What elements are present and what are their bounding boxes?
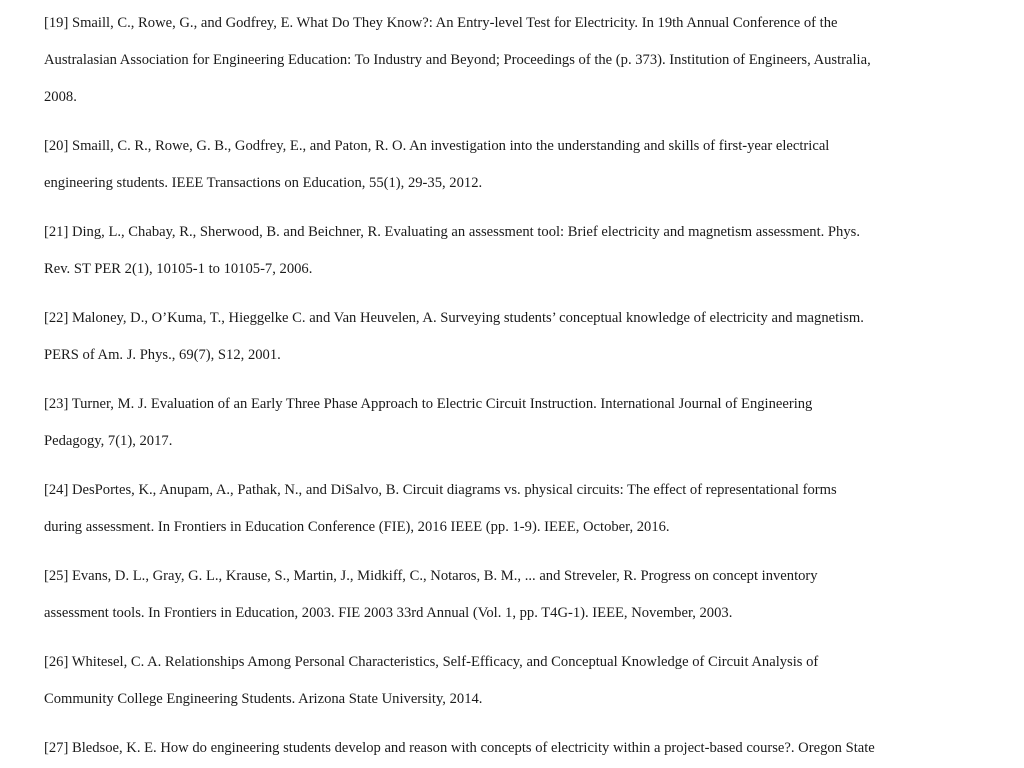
reference-19 — [44, 5, 974, 116]
reference-line: [21] Ding, L., Chabay, R., Sherwood, B. and Beichner, R. Evaluating an assessment tool: Brief electricity and magnetism assessment. Phys. — [44, 224, 860, 240]
reference-line: [24] DesPortes, K., Anupam, A., Pathak, N., and DiSalvo, B. Circuit diagrams vs. physical circuits: The effect of representational forms — [44, 482, 837, 498]
reference-line: [25] Evans, D. L., Gray, G. L., Krause, S., Martin, J., Midkiff, C., Notaros, B. M., ... and Streveler, R. Progress on concept inventory — [44, 568, 818, 584]
reference-line: [20] Smaill, C. R., Rowe, G. B., Godfrey, E., and Paton, R. O. An investigation into the understanding and skills of first-year electrical — [44, 138, 830, 154]
reference-line: Pedagogy, 7(1), 2017. — [44, 433, 173, 449]
reference-line: Community College Engineering Students. Arizona State University, 2014. — [44, 691, 483, 707]
reference-line: assessment tools. In Frontiers in Education, 2003. FIE 2003 33rd Annual (Vol. 1, pp. T4G-1). IEEE, November, 2003. — [44, 605, 733, 621]
reference-line: [19] Smaill, C., Rowe, G., and Godfrey, E. What Do They Know?: An Entry-level Test for Electricity. In 19th Annual Conference of the — [44, 15, 838, 31]
reference-line: engineering students. IEEE Transactions on Education, 55(1), 29-35, 2012. — [44, 175, 483, 191]
reference-line: during assessment. In Frontiers in Education Conference (FIE), 2016 IEEE (pp. 1-9). IEEE, October, 2016. — [44, 519, 670, 535]
reference-27 — [44, 730, 974, 767]
reference-22 — [44, 300, 974, 374]
reference-line: 2008. — [44, 89, 77, 105]
reference-line: [26] Whitesel, C. A. Relationships Among Personal Characteristics, Self-Efficacy, and Conceptual Knowledge of Circuit Analysis of — [44, 654, 819, 670]
reference-line: Rev. ST PER 2(1), 10105-1 to 10105-7, 2006. — [44, 261, 313, 277]
reference-line: [22] Maloney, D., O’Kuma, T., Hieggelke C. and Van Heuvelen, A. Surveying students’ conceptual knowledge of electricity and magnetism. — [44, 310, 864, 326]
reference-line: PERS of Am. J. Phys., 69(7), S12, 2001. — [44, 347, 281, 363]
reference-line: Australasian Association for Engineering Education: To Industry and Beyond; Proceedings of the (p. 373). Institution of Engineers, Australia, — [44, 52, 871, 68]
reference-25 — [44, 558, 974, 632]
reference-line: [27] Bledsoe, K. E. How do engineering students develop and reason with concepts of electricity within a project-based course?. Oregon State — [44, 740, 875, 756]
reference-26 — [44, 644, 974, 718]
reference-20 — [44, 128, 974, 202]
reference-23 — [44, 386, 974, 460]
reference-24 — [44, 472, 974, 546]
reference-21 — [44, 214, 974, 288]
reference-line: [23] Turner, M. J. Evaluation of an Early Three Phase Approach to Electric Circuit Instruction. International Journal of Engineering — [44, 396, 813, 412]
